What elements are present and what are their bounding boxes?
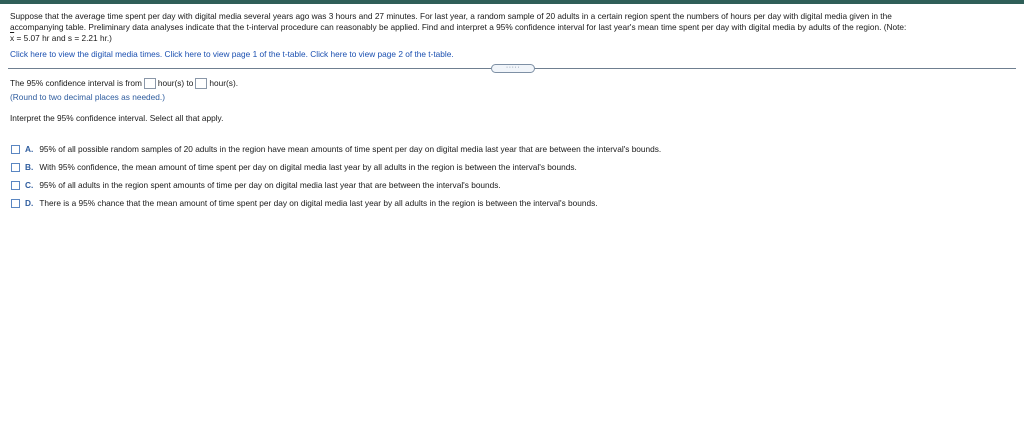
round-note: (Round to two decimal places as needed.)	[10, 92, 165, 102]
option-c-text: 95% of all adults in the region spent amounts of time per day on digital media last year that are between the interval's bounds.	[39, 180, 501, 190]
confidence-interval-row	[10, 76, 238, 90]
lower-bound-input[interactable]	[144, 78, 156, 89]
ci-prefix: The 95% confidence interval is from	[10, 78, 142, 88]
resource-links	[10, 49, 454, 60]
option-a[interactable]	[11, 140, 661, 158]
option-a-checkbox[interactable]	[11, 145, 20, 154]
option-a-letter: A.	[25, 144, 34, 154]
problem-line-1: Suppose that the average time spent per day with digital media several years ago was 3 hours and 27 minutes. For last year, a random sample of 20 adults in a certain region spent the numbers of hours per day with digital media given in the	[10, 11, 892, 21]
ci-middle: hour(s) to	[157, 78, 194, 88]
top-accent-bar	[0, 0, 1024, 4]
option-d-letter: D.	[25, 198, 34, 208]
option-d-text: There is a 95% chance that the mean amount of time spent per day on digital media last year by all adults in the region is between the interval's bounds.	[39, 198, 598, 208]
problem-stats	[10, 33, 1016, 44]
answer-options	[11, 140, 661, 212]
xbar-symbol: $\overline{x}$	[10, 33, 15, 43]
expand-button[interactable]: ·····	[491, 64, 535, 73]
view-data-link[interactable]: Click here to view the digital media times.	[10, 49, 163, 59]
problem-statement	[10, 11, 1016, 44]
option-b-text: With 95% confidence, the mean amount of time spent per day on digital media last year by all adults in the region is between the interval's bounds.	[39, 162, 577, 172]
problem-stats-text: = 5.07 hr and s = 2.21 hr.)	[14, 33, 112, 43]
interpret-prompt: Interpret the 95% confidence interval. Select all that apply.	[10, 113, 224, 123]
ci-suffix: hour(s).	[209, 78, 239, 88]
option-b-checkbox[interactable]	[11, 163, 20, 172]
option-b[interactable]	[11, 158, 661, 176]
option-c[interactable]	[11, 176, 661, 194]
option-b-letter: B.	[25, 162, 34, 172]
upper-bound-input[interactable]	[195, 78, 207, 89]
problem-line-2: accompanying table. Preliminary data analyses indicate that the t-interval procedure can reasonably be applied. Find and interpret a 95% confidence interval for last year's mean time spent per day with digital media by adults of the region. (Note:	[10, 22, 907, 32]
ttable-page1-link[interactable]: Click here to view page 1 of the t-table.	[164, 49, 308, 59]
ttable-page2-link[interactable]: Click here to view page 2 of the t-table.	[310, 49, 454, 59]
option-d-checkbox[interactable]	[11, 199, 20, 208]
option-c-letter: C.	[25, 180, 34, 190]
option-a-text: 95% of all possible random samples of 20 adults in the region have mean amounts of time spent per day on digital media last year that are between the interval's bounds.	[39, 144, 662, 154]
option-d[interactable]	[11, 194, 661, 212]
option-c-checkbox[interactable]	[11, 181, 20, 190]
